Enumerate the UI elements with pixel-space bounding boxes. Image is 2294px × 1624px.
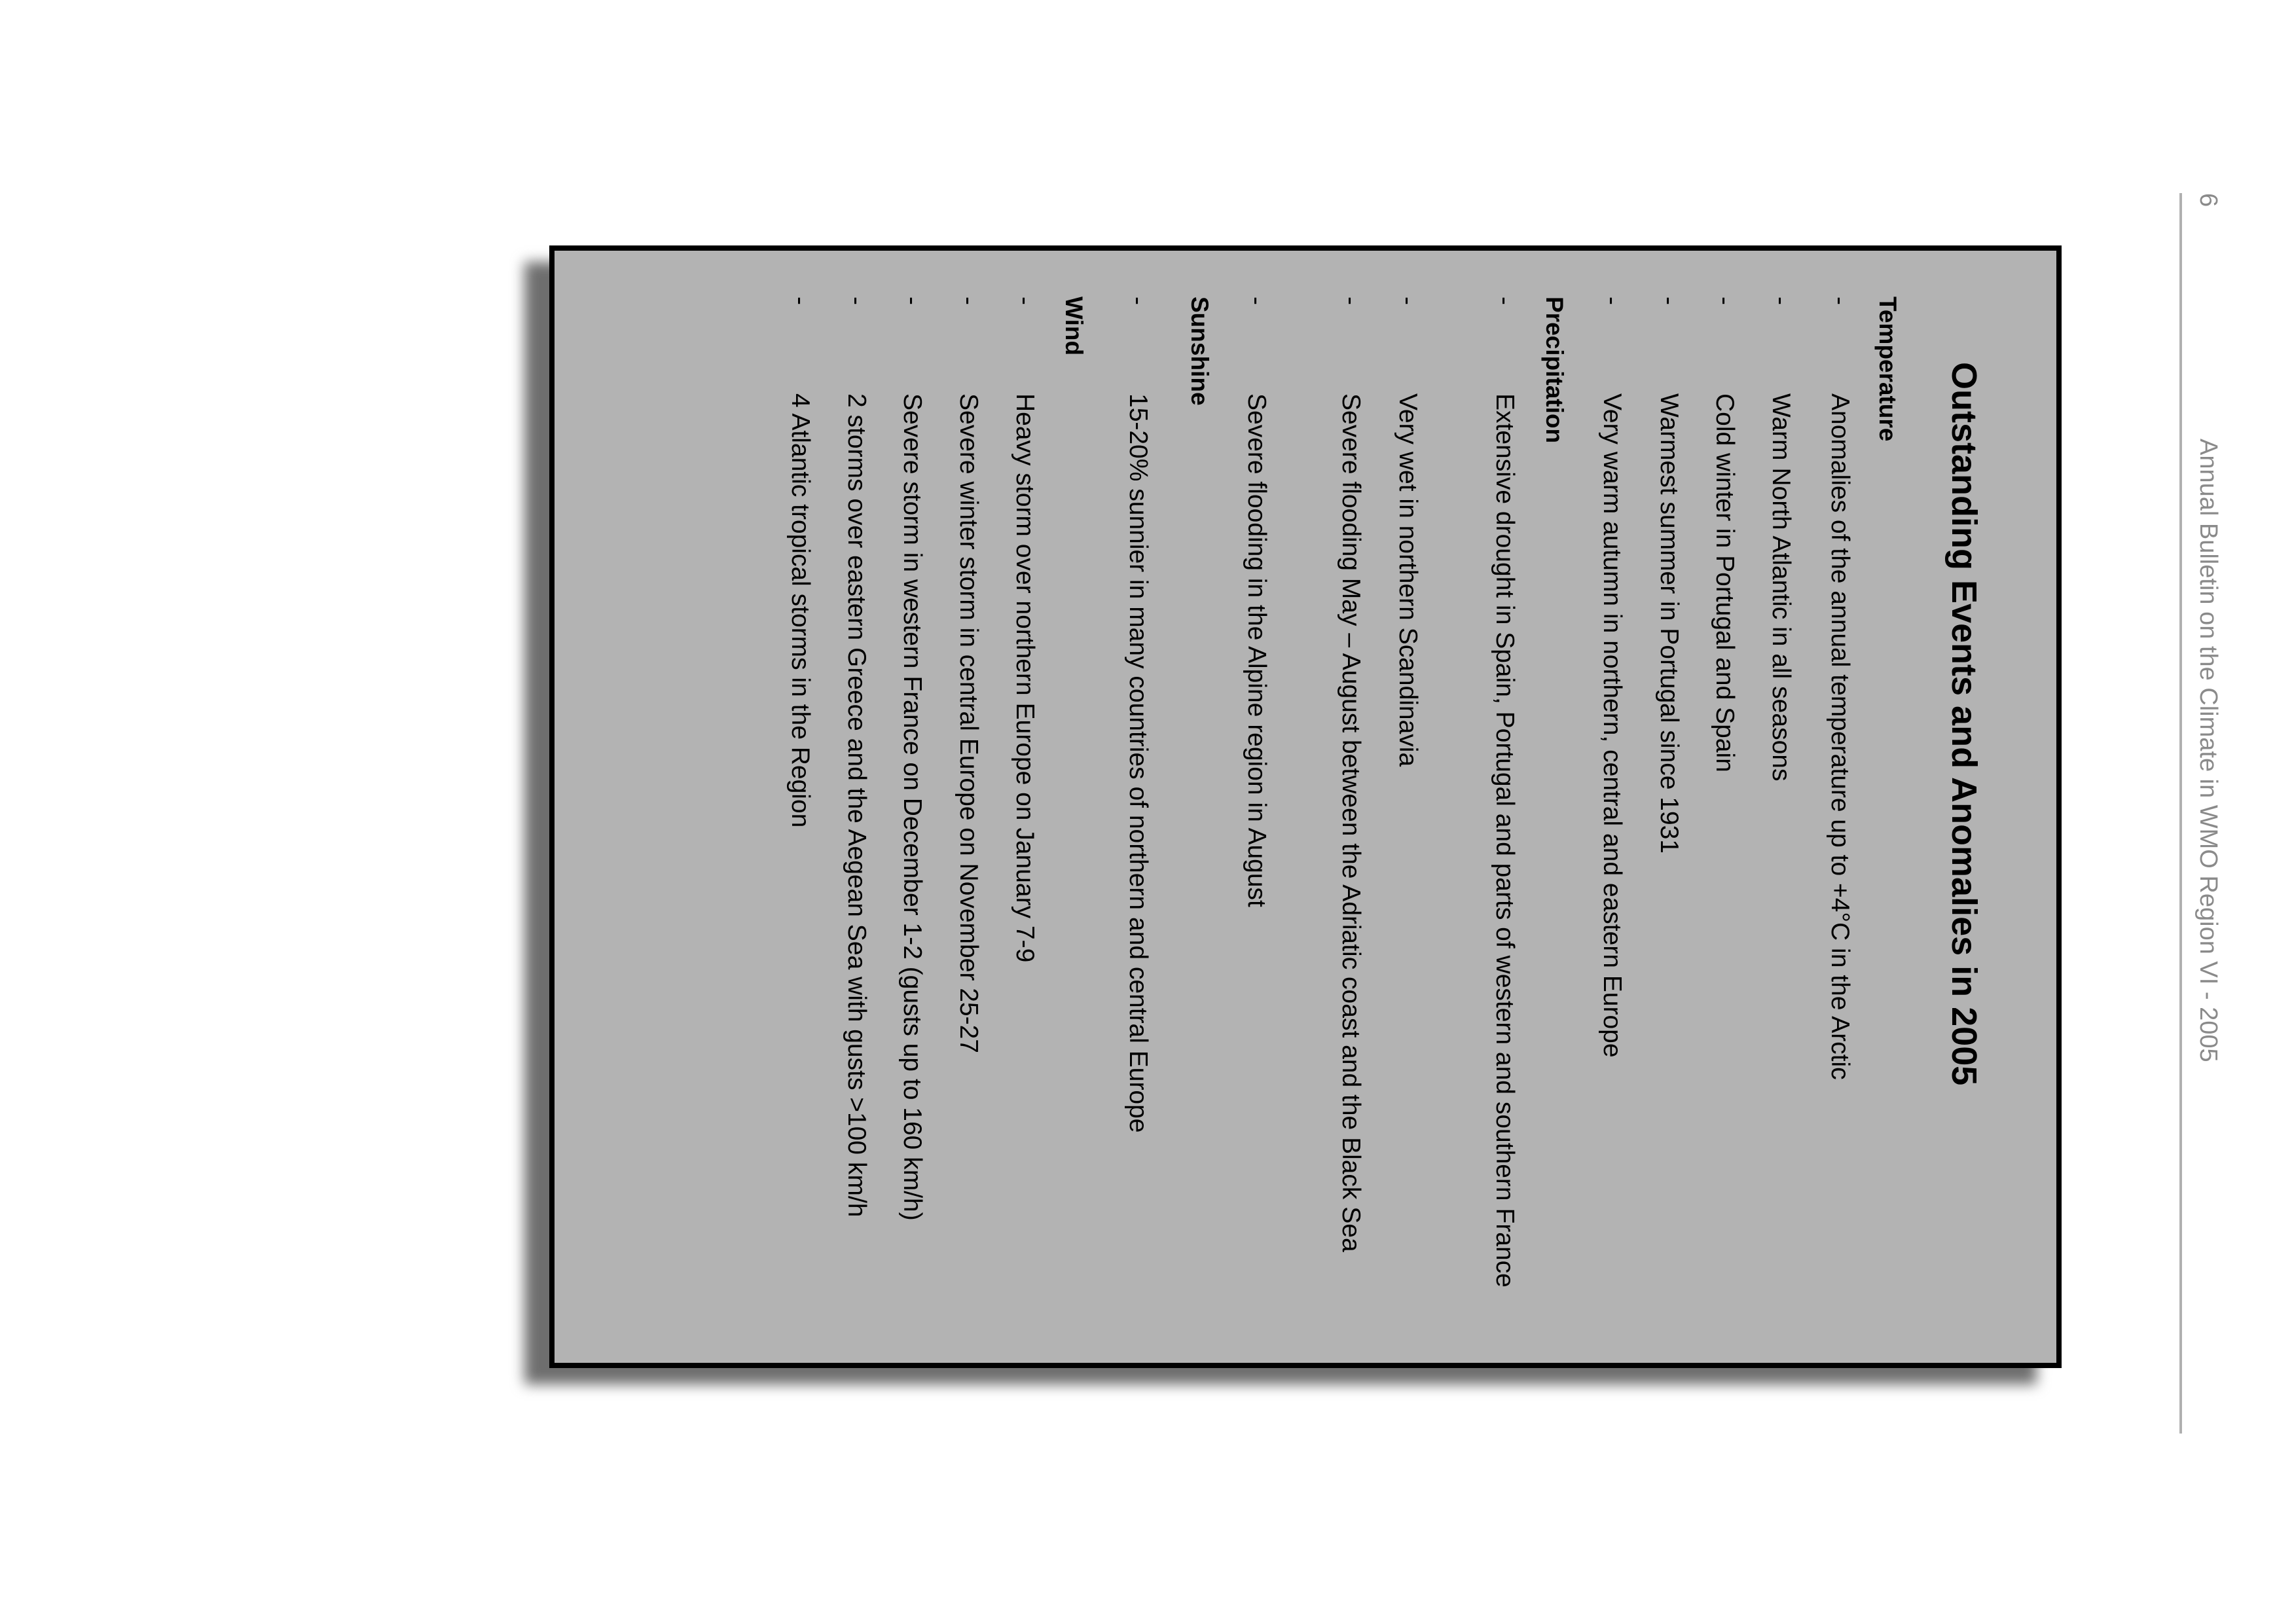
header-divider bbox=[2179, 193, 2182, 1434]
bullet-dash: - bbox=[843, 297, 871, 305]
list-item-text: Cold winter in Portugal and Spain bbox=[1711, 393, 1739, 772]
bullet-dash: - bbox=[1491, 297, 1519, 305]
section-heading-wind: Wind bbox=[1061, 297, 1087, 356]
list-item-text: Extensive drought in Spain, Portugal and parts of western and southern France bbox=[1491, 393, 1519, 1288]
list-item-text: 2 storms over eastern Greece and the Aegean Sea with gusts >100 km/h bbox=[843, 393, 871, 1218]
list-item-text: Severe flooding May – August between the Adriatic coast and the Black Sea bbox=[1337, 393, 1365, 1252]
list-item-text: Very wet in northern Scandinavia bbox=[1394, 393, 1422, 767]
bullet-dash: - bbox=[1011, 297, 1039, 305]
page-number: 6 bbox=[2194, 193, 2222, 208]
list-item-text: Severe flooding in the Alpine region in August bbox=[1243, 393, 1271, 907]
list-item bbox=[1387, 297, 1428, 1344]
bullet-dash: - bbox=[1711, 297, 1739, 305]
list-item-text: Heavy storm over northern Europe on January 7-9 bbox=[1011, 393, 1039, 963]
list-item bbox=[1330, 297, 1371, 1344]
bullet-dash: - bbox=[1655, 297, 1683, 305]
bullet-dash: - bbox=[1124, 297, 1152, 305]
bullet-dash: - bbox=[1826, 297, 1854, 305]
list-item bbox=[892, 297, 932, 1344]
list-item bbox=[1484, 297, 1525, 1344]
bullet-dash: - bbox=[898, 297, 926, 305]
outstanding-events-box bbox=[549, 245, 2062, 1368]
list-item bbox=[948, 297, 989, 1344]
list-item-text: Very warm autumn in northern, central and eastern Europe bbox=[1598, 393, 1626, 1058]
running-header-title: Annual Bulletin on the Climate in WMO Region VI - 2005 bbox=[2194, 439, 2222, 1062]
list-item bbox=[1648, 297, 1689, 1344]
list-item-text: Anomalies of the annual temperature up to +4°C in the Arctic bbox=[1826, 393, 1854, 1080]
bullet-dash: - bbox=[1394, 297, 1422, 305]
list-item bbox=[1704, 297, 1745, 1344]
list-item bbox=[1004, 297, 1045, 1344]
list-item bbox=[1760, 297, 1801, 1344]
list-item bbox=[1592, 297, 1632, 1344]
bullet-dash: - bbox=[1767, 297, 1795, 305]
bullet-dash: - bbox=[955, 297, 983, 305]
list-item bbox=[1236, 297, 1277, 1344]
list-item bbox=[1819, 297, 1860, 1344]
list-item-text: 15-20% sunnier in many countries of northern and central Europe bbox=[1124, 393, 1152, 1133]
bullet-dash: - bbox=[1243, 297, 1271, 305]
bullet-dash: - bbox=[1598, 297, 1626, 305]
bullet-dash: - bbox=[1337, 297, 1365, 305]
section-heading-temperature: Temperature bbox=[1874, 297, 1901, 442]
section-heading-precipitation: Precipitation bbox=[1541, 297, 1568, 444]
bullet-dash: - bbox=[786, 297, 814, 305]
box-title: Outstanding Events and Anomalies in 2005 bbox=[1944, 362, 1984, 1086]
list-item-text: Severe winter storm in central Europe on November 25-27 bbox=[955, 393, 983, 1053]
list-item bbox=[780, 297, 820, 1344]
section-heading-sunshine: Sunshine bbox=[1186, 297, 1213, 406]
list-item-text: Warmest summer in Portugal since 1931 bbox=[1655, 393, 1683, 854]
list-item bbox=[836, 297, 877, 1344]
list-item-text: Severe storm in western France on December 1-2 (gusts up to 160 km/h) bbox=[898, 393, 926, 1221]
list-item-text: 4 Atlantic tropical storms in the Region bbox=[786, 393, 814, 828]
list-item-text: Warm North Atlantic in all seasons bbox=[1767, 393, 1795, 782]
list-item bbox=[1118, 297, 1158, 1344]
